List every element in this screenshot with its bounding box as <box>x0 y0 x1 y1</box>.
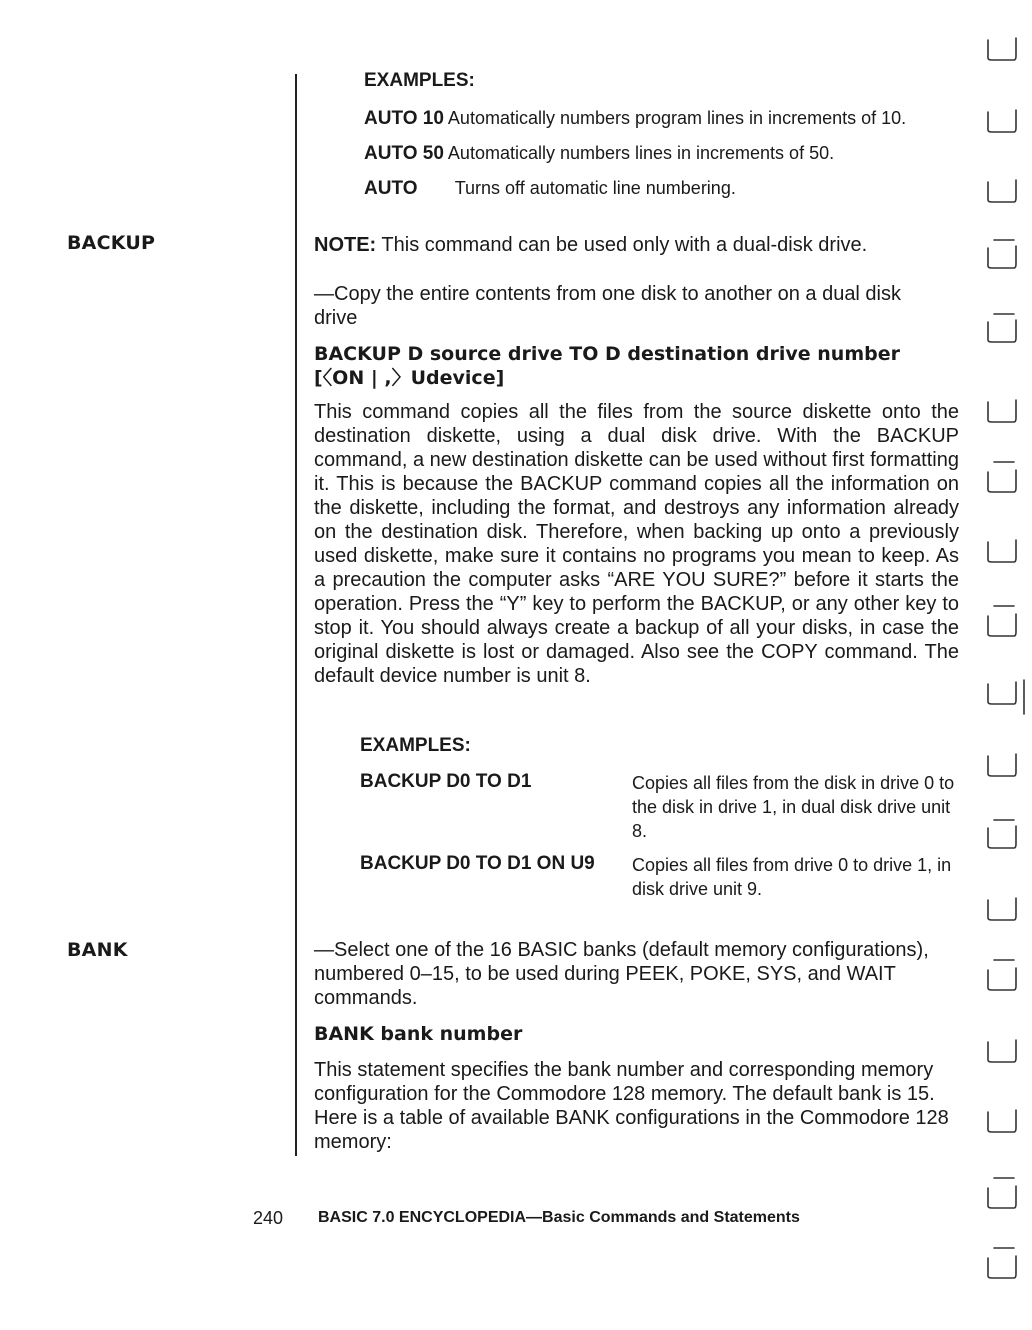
note-label: NOTE: <box>314 234 377 256</box>
note-text: This command can be used only with a dual-disk drive. <box>381 234 868 256</box>
backup-example-2-command: BACKUP D0 TO D1 ON U9 <box>360 853 595 874</box>
binding-mark <box>988 314 1016 342</box>
binding-mark <box>988 898 1016 920</box>
backup-description: This command copies all the files from the source diskette onto the destination diskette, using a dual disk drive. With the BACKUP command, a new destination diskette can be used without first formatting it. This is because the BACKUP command copies all the information on the diskette, including the format, and destroys any information already on the destination disk. Therefore, when backing up onto a previously used diskette, make sure it contains no programs you mean to keep. As a precaution the computer asks “ARE YOU SURE?” before it starts the operation. Press the “Y” key to perform the BACKUP, or any other key to stop it. You should always create a backup of all your disks, in case the original diskette is lost or damaged. Also see the COPY command. The default device number is unit 8. <box>314 401 959 687</box>
backup-example-1-description: Copies all files from the disk in drive 0 to the disk in drive 1, in dual disk drive unit 8. <box>632 773 955 841</box>
binding-mark <box>988 606 1016 636</box>
margin-rule <box>295 74 297 1156</box>
binding-mark <box>988 1248 1016 1278</box>
binding-mark <box>988 180 1016 202</box>
section-title: —Basic Commands and Statements <box>526 1209 800 1226</box>
example-description: Turns off automatic line numbering. <box>454 178 736 198</box>
book-title: BASIC 7.0 ENCYCLOPEDIA <box>318 1209 527 1226</box>
example-command: AUTO 10 <box>364 108 444 129</box>
binding-mark <box>988 680 1024 714</box>
bank-description: This statement specifies the bank number and corresponding memory configuration for the Commodore 128 memory. The default bank is 15. Here is a table of available BANK configurations in the Commodore 128 memory: <box>314 1059 949 1153</box>
example-description: Automatically numbers lines in increments of 50. <box>447 143 835 163</box>
backup-example-1-command: BACKUP D0 TO D1 <box>360 771 532 792</box>
auto-example-3 <box>364 178 736 200</box>
page-number: 240 <box>253 1208 284 1228</box>
binding-mark <box>988 240 1016 268</box>
backup-example-2-description: Copies all files from drive 0 to drive 1, in disk drive unit 9. <box>632 855 952 899</box>
binding-mark <box>988 400 1016 422</box>
example-command: AUTO 50 <box>364 143 444 164</box>
backup-syntax: BACKUP D source drive TO D destination drive number [〈ON | ,〉Udevice] <box>314 343 900 389</box>
backup-note <box>314 233 959 257</box>
auto-examples-heading: EXAMPLES: <box>364 70 475 91</box>
backup-examples-heading: EXAMPLES: <box>360 735 471 756</box>
example-command: AUTO <box>364 178 418 199</box>
auto-example-1 <box>364 108 906 130</box>
bank-summary: —Select one of the 16 BASIC banks (default memory configurations), numbered 0–15, to be used during PEEK, POKE, SYS, and WAIT commands. <box>314 939 929 1009</box>
binding-mark <box>988 960 1016 990</box>
binding-mark <box>988 540 1016 562</box>
binding-mark <box>988 38 1016 60</box>
bank-side-heading: BANK <box>67 939 128 961</box>
binding-mark <box>988 820 1016 848</box>
bank-syntax: BANK bank number <box>314 1023 523 1045</box>
binding-mark <box>988 110 1016 132</box>
backup-summary: —Copy the entire contents from one disk to another on a dual disk drive <box>314 283 902 329</box>
running-footer <box>318 1209 800 1227</box>
example-description: Automatically numbers program lines in increments of 10. <box>447 108 907 128</box>
binding-mark <box>988 1178 1016 1208</box>
auto-example-2 <box>364 143 834 165</box>
binding-mark <box>988 462 1016 492</box>
binding-marks <box>980 30 1032 1330</box>
binding-mark <box>988 1040 1016 1062</box>
binding-mark <box>988 754 1016 776</box>
binding-mark <box>988 1110 1016 1132</box>
backup-side-heading: BACKUP <box>67 232 156 254</box>
